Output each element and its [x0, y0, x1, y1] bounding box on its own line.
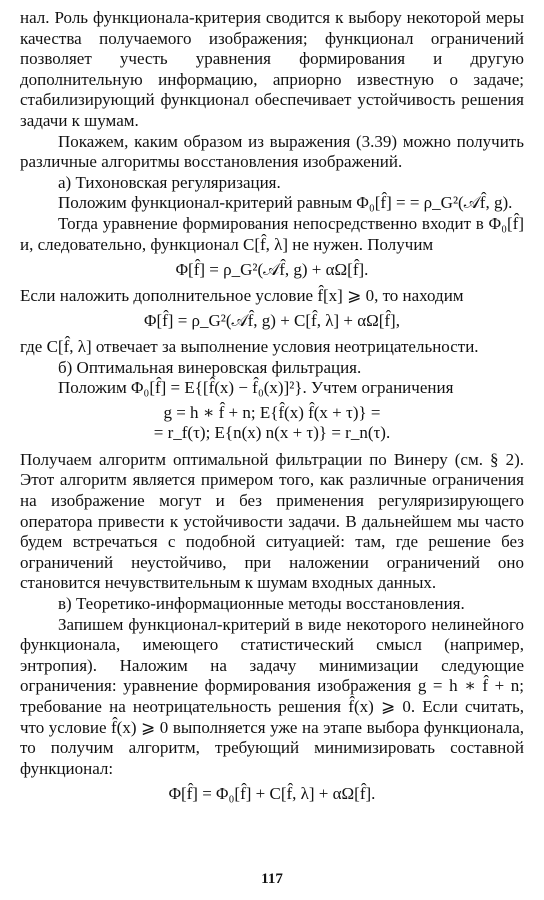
formula: g = h ∗ f̂ + n; E{f̂(x) f̂(x + τ)} = [163, 402, 381, 422]
section-heading-a: а) Тихоновская регуляризация. [58, 172, 281, 192]
formula: = r_f(τ); E{n(x) n(x + τ)} = r_n(τ). [153, 423, 391, 443]
paragraph: где C[f̂, λ] отвечает за выполнение условия неотрицательности. [20, 336, 479, 356]
section-heading-c: в) Теоретико-информационные методы восстановления. [58, 594, 465, 614]
paragraph: Получаем алгоритм оптимальной фильтрации по Винеру (см. § 2). Этот алгоритм является примером того, как различные ограничения на изображение могут и без применения регуляризирующего оператора привести к устойчивости задачи. В дальнейшем мы часто будем встречаться с подобной ситуацией: там, где решение без ограничений неустойчиво, при наложении ограничений оно становится нечувствительным к шумам входных данных. [20, 449, 524, 593]
paragraph: Положим функционал-критерий равным Φ₀[f̂] = = ρ_G²(𝒜f̂, g). [58, 193, 513, 213]
paragraph: Если наложить дополнительное условие f̂[x] ⩾ 0, то находим [20, 285, 464, 305]
formula-block [20, 403, 524, 444]
page-number: 117 [261, 871, 283, 887]
paragraph: нал. Роль функционала-критерия сводится к выбору некоторой меры качества получаемого изображения; функционал ограничений позволяет учесть уравнения формирования и другую дополнительную информацию, априорно известную о задаче; стабилизирующий функционал обеспечивает устойчивость решения задачи к шумам. [20, 8, 524, 130]
paragraph: Покажем, каким образом из выражения (3.39) можно получить различные алгоритмы восстановления изображений. [20, 131, 524, 172]
paragraph: Положим Φ₀[f̂] = E{[f̂(x) − f̂₀(x)]²}. Учтем ограничения [58, 378, 454, 398]
section-heading-b: б) Оптимальная винеровская фильтрация. [58, 357, 362, 377]
formula: Φ[f̂] = Φ₀[f̂] + C[f̂, λ] + αΩ[f̂]. [168, 784, 376, 804]
formula: Φ[f̂] = ρ_G²(𝒜f̂, g) + C[f̂, λ] + αΩ[f̂], [144, 311, 400, 331]
paragraph: Тогда уравнение формирования непосредственно входит в Φ₀[f̂] и, следовательно, функционал C[f̂, λ] не нужен. Получим [20, 213, 524, 254]
paragraph: Запишем функционал-критерий в виде некоторого нелинейного функционала, имеющего статистический смысл (например, энтропия). Наложим на задачу минимизации следующие ограничения: уравнение формирования изображения g = h ∗ f̂ + n; требование на неотрицательность решения f̂(x) ⩾ 0. Если считать, что условие f̂(x) ⩾ 0 выполняется уже на этапе выбора функционала, то получим алгоритм, требующий минимизировать составной функционал: [20, 614, 524, 778]
formula: Φ[f̂] = ρ_G²(𝒜f̂, g) + αΩ[f̂]. [175, 260, 369, 280]
